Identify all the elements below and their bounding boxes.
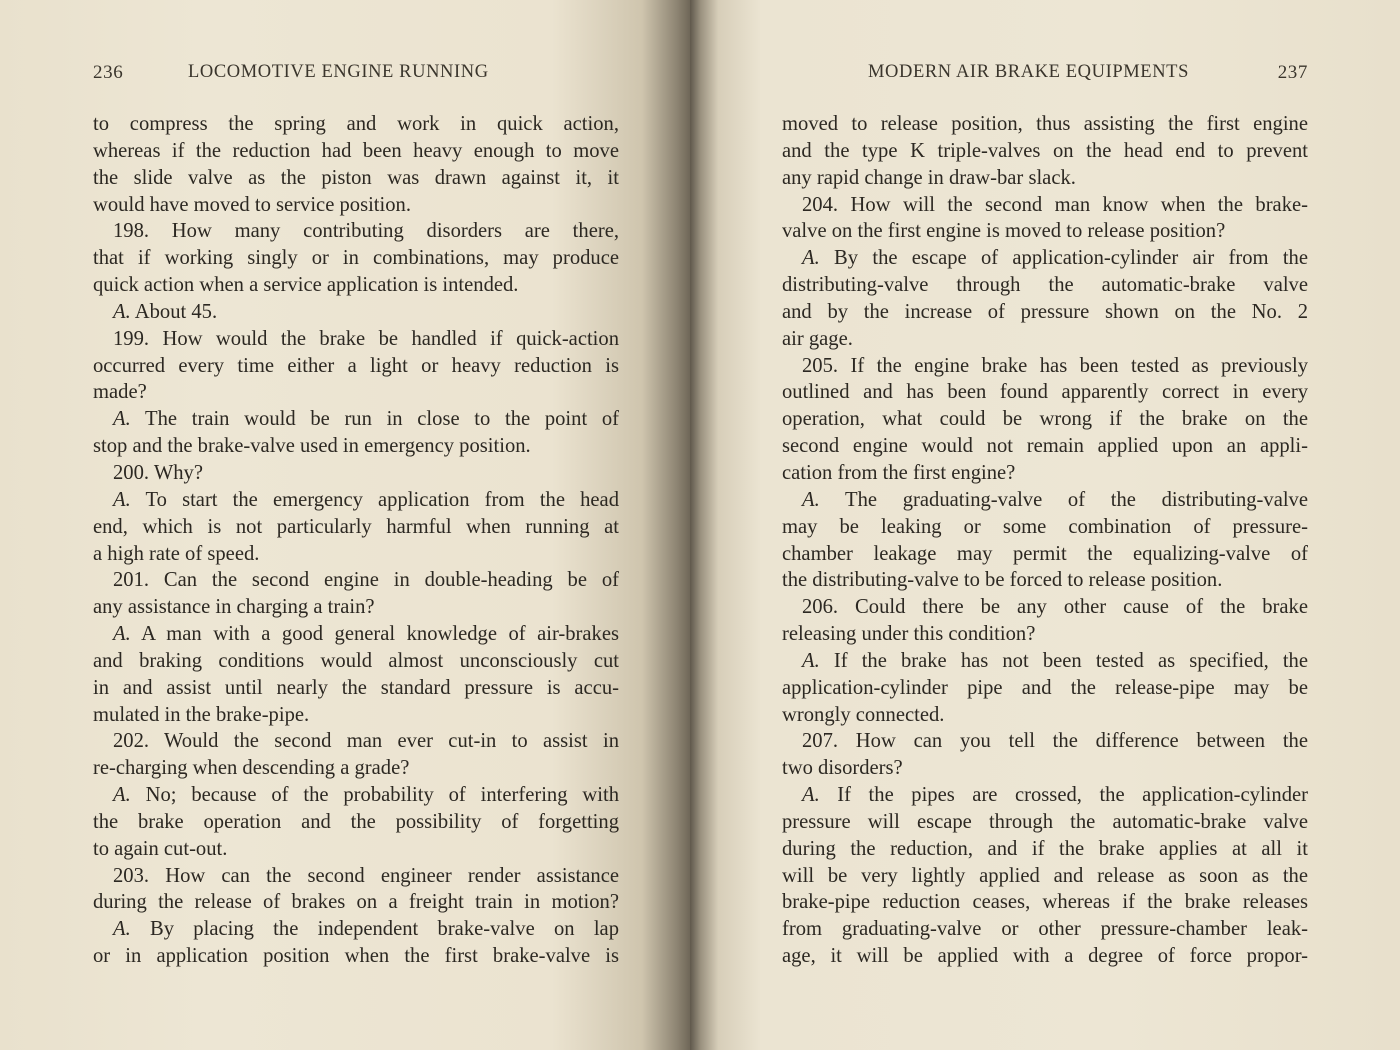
answer-marker: A. — [802, 488, 820, 511]
text-line: any rapid change in draw-bar slack. — [782, 166, 1076, 189]
answer-marker: A. — [113, 408, 131, 431]
text-line: end, which is not particularly harmful when running at — [93, 515, 619, 538]
text-line: the brake operation and the possibility of forgetting — [93, 810, 619, 833]
text-line: the distributing-valve to be forced to release position. — [782, 569, 1223, 592]
text-line: outlined and has been found apparently correct in every — [782, 381, 1308, 404]
answer-marker: A. — [113, 623, 131, 646]
right-page — [690, 0, 1400, 1050]
text-line: may be leaking or some combination of pressure- — [782, 515, 1308, 538]
text-line: during the reduction, and if the brake applies at all it — [782, 837, 1308, 860]
text-line: A. To start the emergency application from the head — [113, 488, 619, 511]
text-line: mulated in the brake-pipe. — [93, 703, 310, 726]
text-line: a high rate of speed. — [93, 542, 260, 565]
text-line: moved to release position, thus assisting the first engine — [782, 113, 1308, 135]
answer-marker: A. — [113, 918, 131, 941]
text-line: the slide valve as the piston was drawn against it, it — [93, 166, 619, 189]
text-line: operation, what could be wrong if the brake on the — [782, 408, 1308, 431]
text-line: chamber leakage may permit the equalizing-valve of — [782, 542, 1308, 565]
text-line: occurred every time either a light or heavy reduction is — [93, 354, 619, 377]
answer-marker: A. — [802, 649, 820, 672]
text-line: from graduating-valve or other pressure-chamber leak- — [782, 918, 1308, 941]
text-line: will be very lightly applied and release as soon as the — [782, 864, 1308, 887]
answer-marker: A. — [113, 300, 131, 323]
text-line: releasing under this condition? — [782, 623, 1036, 646]
text-line: 206. Could there be any other cause of the brake — [802, 596, 1308, 619]
left-running-head — [93, 62, 619, 88]
text-line: A. If the pipes are crossed, the application-cylinder — [802, 784, 1308, 807]
text-line: that if working singly or in combinations, may produce — [93, 247, 619, 270]
left-page — [0, 0, 690, 1050]
text-line: 200. Why? — [113, 461, 203, 484]
text-line: and braking conditions would almost unconsciously cut — [93, 649, 619, 672]
right-body-text — [782, 111, 1308, 970]
text-line: cation from the first engine? — [782, 461, 1016, 484]
text-line: and the type K triple-valves on the head end to prevent — [782, 139, 1308, 162]
text-line: 202. Would the second man ever cut-in to assist in — [113, 730, 619, 753]
text-line: A. A man with a good general knowledge of air-brakes — [113, 623, 619, 646]
text-line: whereas if the reduction had been heavy enough to move — [93, 139, 619, 162]
text-line: re-charging when descending a grade? — [93, 757, 410, 780]
text-line: application-cylinder pipe and the release-pipe may be — [782, 676, 1308, 699]
answer-marker: A. — [113, 488, 131, 511]
text-line: A. No; because of the probability of interfering with — [113, 784, 619, 807]
answer-marker: A. — [802, 247, 820, 270]
left-page-number: 236 — [93, 62, 124, 83]
text-line: distributing-valve through the automatic-brake valve — [782, 274, 1308, 297]
text-line: A. The graduating-valve of the distributing-valve — [802, 488, 1308, 511]
text-line: 201. Can the second engine in double-heading be of — [113, 569, 619, 592]
text-line: pressure will escape through the automatic-brake valve — [782, 810, 1308, 833]
text-line: 204. How will the second man know when the brake- — [802, 193, 1308, 216]
text-line: in and assist until nearly the standard pressure is accu- — [93, 676, 619, 699]
text-line: 203. How can the second engineer render assistance — [113, 864, 619, 887]
text-line: 207. How can you tell the difference between the — [802, 730, 1308, 753]
text-line: would have moved to service position. — [93, 193, 411, 216]
text-line: stop and the brake-valve used in emergency position. — [93, 435, 531, 458]
text-line: wrongly connected. — [782, 703, 945, 726]
text-line: A. The train would be run in close to the point of — [113, 408, 619, 431]
text-line: A. By the escape of application-cylinder air from the — [802, 247, 1308, 270]
text-line: and by the increase of pressure shown on the No. 2 — [782, 300, 1308, 323]
answer-marker: A. — [802, 784, 820, 807]
text-line: two disorders? — [782, 757, 903, 780]
text-line: A. If the brake has not been tested as specified, the — [802, 649, 1308, 672]
text-line: air gage. — [782, 327, 853, 350]
text-line: to again cut-out. — [93, 837, 228, 860]
text-line: to compress the spring and work in quick action, — [93, 113, 619, 135]
text-line: during the release of brakes on a freight train in motion? — [93, 891, 619, 914]
text-line: A. About 45. — [113, 300, 218, 323]
text-line: 199. How would the brake be handled if quick-action — [113, 327, 619, 350]
left-running-title: LOCOMOTIVE ENGINE RUNNING — [188, 62, 489, 82]
answer-marker: A. — [113, 784, 131, 807]
text-line: any assistance in charging a train? — [93, 596, 375, 619]
text-line: A. By placing the independent brake-valve on lap — [113, 918, 619, 941]
right-running-title: MODERN AIR BRAKE EQUIPMENTS — [868, 62, 1189, 82]
text-line: second engine would not remain applied upon an appli- — [782, 435, 1308, 458]
text-line: made? — [93, 381, 147, 404]
right-running-head — [782, 62, 1308, 88]
text-line: 198. How many contributing disorders are there, — [113, 220, 619, 243]
text-line: age, it will be applied with a degree of force propor- — [782, 945, 1308, 968]
text-line: valve on the first engine is moved to release position? — [782, 220, 1226, 243]
text-line: quick action when a service application is intended. — [93, 274, 519, 297]
right-page-number: 237 — [1277, 62, 1308, 83]
text-line: 205. If the engine brake has been tested as previously — [802, 354, 1308, 377]
text-line: or in application position when the first brake-valve is — [93, 945, 619, 968]
text-line: brake-pipe reduction ceases, whereas if the brake releases — [782, 891, 1308, 914]
left-body-text — [93, 111, 619, 970]
